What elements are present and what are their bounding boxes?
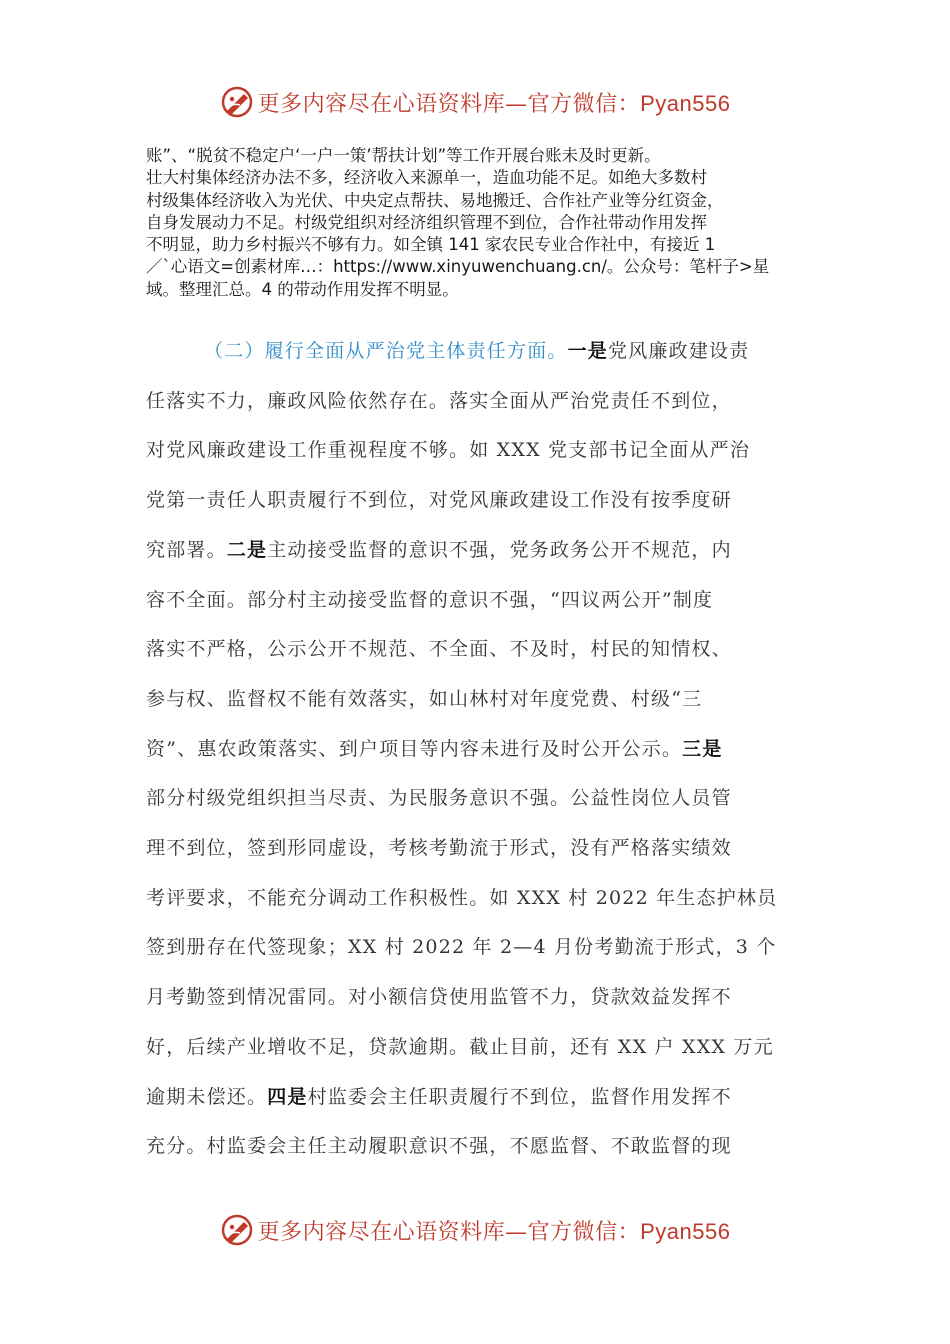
pen-seal-logo-icon xyxy=(220,85,254,119)
text-line: 充分。村监委会主任主动履职意识不强，不愿监督、不敢监督的现 xyxy=(146,1135,732,1158)
text-line: 对党风廉政建设工作重视程度不够。如 XXX 党支部书记全面从严治 xyxy=(146,439,751,462)
banner-text: 更多内容尽在心语资料库—官方微信：Pyan556 xyxy=(257,1218,731,1245)
banner-text: 更多内容尽在心语资料库—官方微信：Pyan556 xyxy=(257,90,731,117)
text-line: 壮大村集体经济办法不多，经济收入来源单一，造血功能不足。如绝大多数村 xyxy=(146,168,707,188)
text-line: 究部署。二是主动接受监督的意识不强，党务政务公开不规范，内 xyxy=(146,538,732,561)
header-banner xyxy=(0,82,950,122)
text-line: 落实不严格，公示公开不规范、不全面、不及时，村民的知情权、 xyxy=(146,638,732,661)
text-line: 参与权、监督权不能有效落实，如山林村对年度党费、村级“三 xyxy=(146,687,703,710)
text-line: 自身发展动力不足。村级党组织对经济组织管理不到位，合作社带动作用发挥 xyxy=(146,212,707,232)
text-line: ／`心语文=创素材库…：https://www.xinyuwenchuang.cn/。公众号：笔杆子>星 xyxy=(146,257,770,277)
text-line: 好，后续产业增收不足，贷款逾期。截止目前，还有 XX 户 XXX 万元 xyxy=(146,1035,774,1058)
dense-paragraph xyxy=(146,145,810,301)
text-line: 村级集体经济收入为光伏、中央定点帮扶、易地搬迁、合作社产业等分红资金， xyxy=(146,190,724,210)
text-line: 任落实不力，廉政风险依然存在。落实全面从严治党责任不到位， xyxy=(146,389,732,412)
text-line: 部分村级党组织担当尽责、为民服务意识不强。公益性岗位人员管 xyxy=(146,787,732,810)
pen-seal-logo-icon xyxy=(220,1213,254,1247)
text-line: 资”、惠农政策落实、到户项目等内容未进行及时公开公示。三是 xyxy=(146,737,723,760)
text-line: 域。整理汇总。4 的带动作用发挥不明显。 xyxy=(146,279,459,299)
section-heading: （二）履行全面从严治党主体责任方面。 xyxy=(204,340,568,362)
text-line: 签到册存在代签现象；XX 村 2022 年 2—4 月份考勤流于形式，3 个 xyxy=(146,936,777,959)
text-line: 理不到位，签到形同虚设，考核考勤流于形式，没有严格落实绩效 xyxy=(146,837,732,860)
text-line: 不明显，助力乡村振兴不够有力。如全镇 141 家农民专业合作社中，有接近 1 xyxy=(146,235,716,255)
text-line: 逾期未偿还。四是村监委会主任职责履行不到位，监督作用发挥不 xyxy=(146,1085,732,1108)
text-line: 容不全面。部分村主动接受监督的意识不强，“四议两公开”制度 xyxy=(146,588,714,611)
text-line: 考评要求，不能充分调动工作积极性。如 XXX 村 2022 年生态护林员 xyxy=(146,886,778,909)
text-line: 党第一责任人职责履行不到位，对党风廉政建设工作没有按季度研 xyxy=(146,489,732,512)
text-line: 月考勤签到情况雷同。对小额信贷使用监管不力，贷款效益发挥不 xyxy=(146,986,732,1009)
text-line: 账”、“脱贫不稳定户‘一户一策’帮扶计划”等工作开展台账未及时更新。 xyxy=(146,146,661,165)
footer-banner xyxy=(0,1210,950,1250)
section-heading-line: （二）履行全面从严治党主体责任方面。一是党风廉政建设责 xyxy=(204,340,750,362)
section-body xyxy=(146,327,806,1172)
